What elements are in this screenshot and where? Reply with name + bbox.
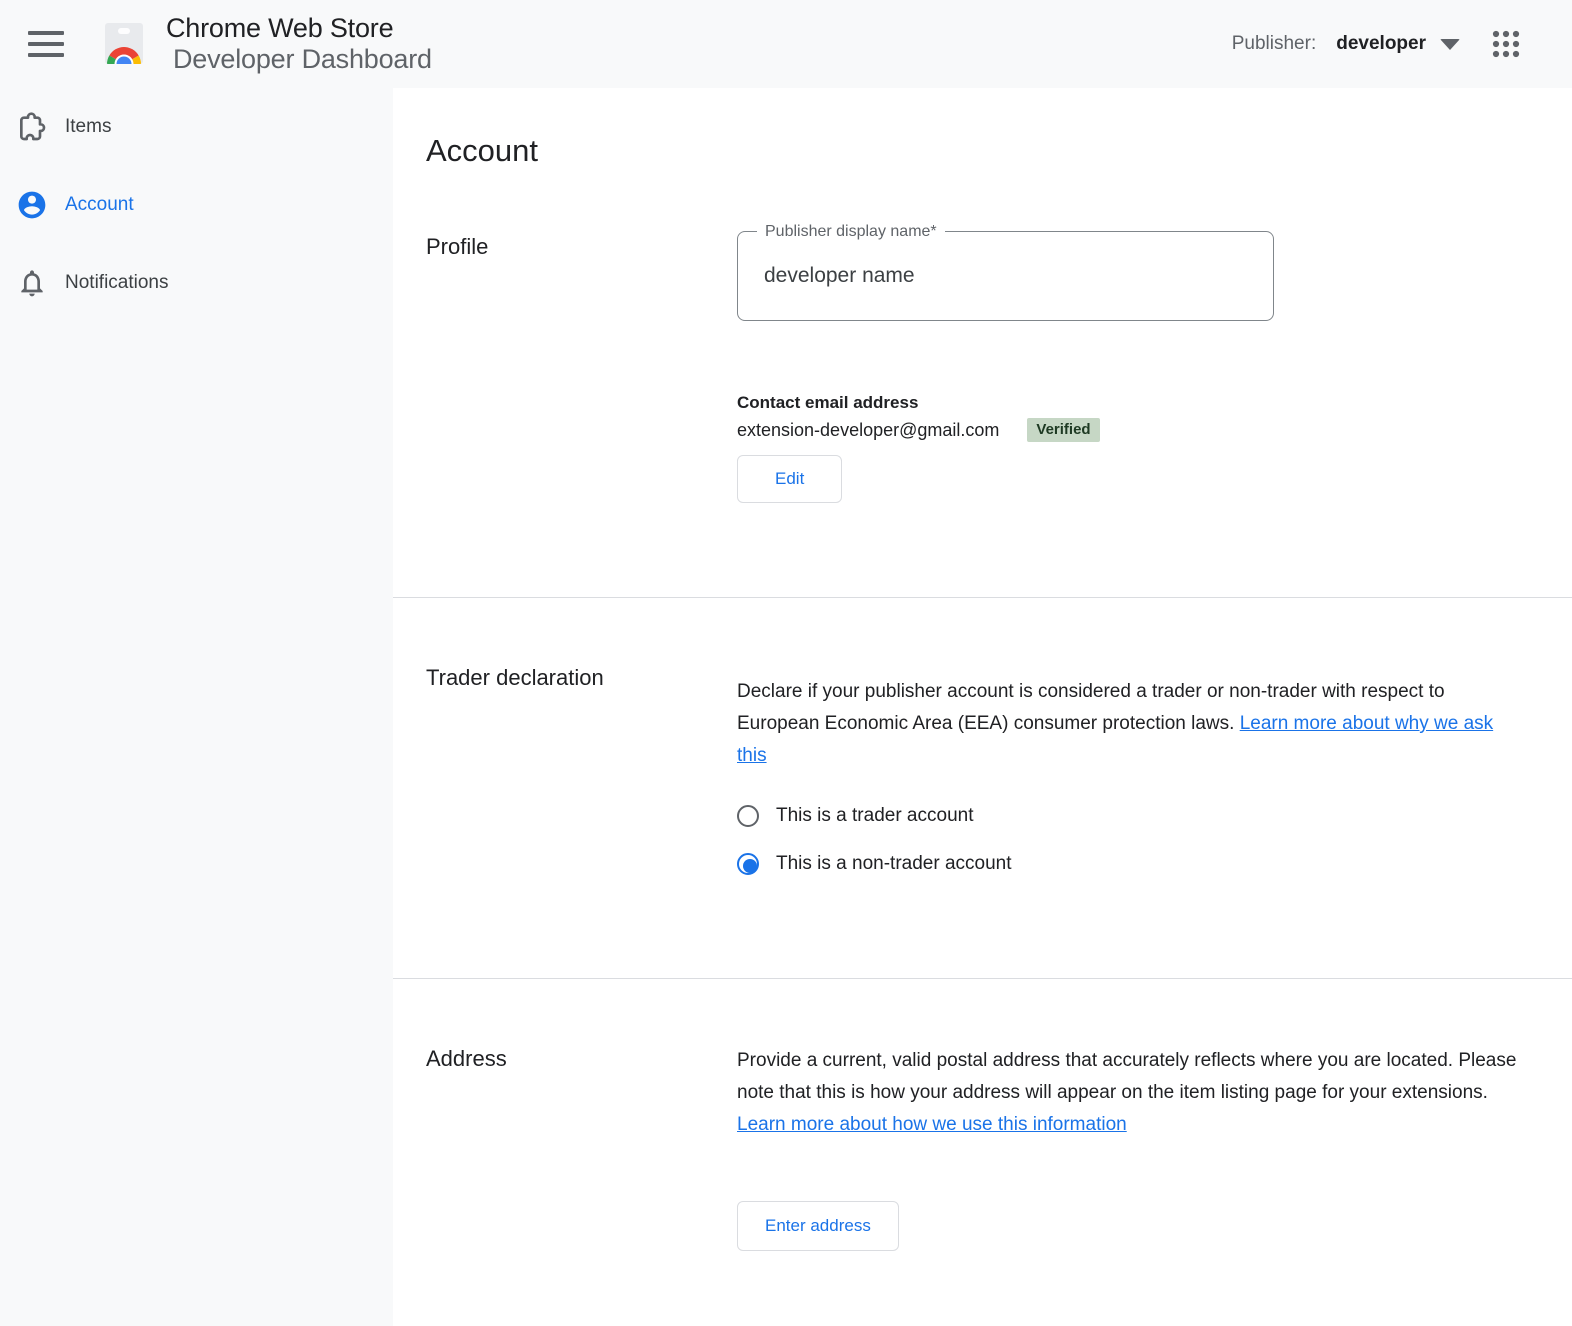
sidebar-item-notifications[interactable] xyxy=(0,244,393,322)
app-header xyxy=(0,0,1572,88)
address-content xyxy=(737,1045,1550,1251)
verified-badge: Verified xyxy=(1027,418,1099,442)
radio-non-trader-account[interactable]: This is a non-trader account xyxy=(737,840,1550,888)
google-apps-button[interactable] xyxy=(1490,28,1522,60)
publisher-label: Publisher: xyxy=(1231,33,1317,54)
hamburger-icon xyxy=(28,31,64,35)
edit-email-button[interactable]: Edit xyxy=(737,455,842,503)
trader-declaration-section xyxy=(426,598,1550,978)
sidebar-item-items[interactable] xyxy=(0,88,393,166)
puzzle-icon xyxy=(16,111,48,143)
chrome-web-store-logo-icon xyxy=(100,20,148,68)
sidebar-item-account[interactable] xyxy=(0,166,393,244)
app-title xyxy=(166,13,484,75)
sidebar-item-label: Account xyxy=(65,194,134,215)
caret-down-icon xyxy=(1440,39,1460,50)
address-section xyxy=(426,979,1550,1319)
sidebar-item-label: Notifications xyxy=(65,272,169,293)
trader-declaration-description: Declare if your publisher account is considered a trader or non-trader with respect to European Economic Area (EEA) consumer protection laws. Learn more about why we ask this xyxy=(737,681,1494,766)
publisher-display-name-field[interactable] xyxy=(737,223,1274,321)
trader-learn-more-link[interactable]: Learn more about why we ask this xyxy=(737,713,1494,766)
sidebar-item-label: Items xyxy=(65,116,112,137)
contact-email-value: extension-developer@gmail.com xyxy=(737,420,1000,440)
contact-email-row xyxy=(737,418,1550,442)
chrome-web-store-logo xyxy=(100,18,148,70)
publisher-display-name-input[interactable] xyxy=(764,264,1247,288)
profile-section xyxy=(426,221,1550,597)
profile-heading: Profile xyxy=(426,234,489,259)
page-title: Account xyxy=(426,133,539,168)
account-circle-icon xyxy=(16,189,48,221)
trader-radio-group xyxy=(737,792,1550,888)
trader-declaration-heading: Trader declaration xyxy=(426,665,604,690)
trader-declaration-content xyxy=(737,664,1550,888)
main-content xyxy=(393,88,1572,1326)
google-apps-grid-icon xyxy=(1490,28,1522,60)
publisher-value: developer xyxy=(1336,33,1426,54)
enter-address-button[interactable]: Enter address xyxy=(737,1201,899,1251)
radio-trader-account[interactable]: This is a trader account xyxy=(737,792,1550,840)
radio-checked-icon xyxy=(737,853,759,875)
publisher-display-name-label: Publisher display name* xyxy=(757,222,945,242)
radio-unchecked-icon xyxy=(737,805,759,827)
publisher-selector[interactable] xyxy=(1336,33,1460,55)
app-title-brand: Chrome Web Store xyxy=(166,13,394,43)
contact-email-label: Contact email address xyxy=(737,393,919,412)
header-right xyxy=(1232,28,1522,60)
sidebar xyxy=(0,88,393,1326)
menu-button[interactable] xyxy=(28,31,64,57)
address-description: Provide a current, valid postal address that accurately reflects where you are located. Please note that this is how your address will appear on the item listing page for your extensions. Learn more about how we use this information xyxy=(737,1050,1517,1135)
address-heading: Address xyxy=(426,1046,507,1071)
address-learn-more-link[interactable]: Learn more about how we use this information xyxy=(737,1114,1127,1135)
profile-content xyxy=(737,221,1550,503)
app-title-section: Developer Dashboard xyxy=(173,44,432,74)
bell-icon xyxy=(16,267,48,299)
